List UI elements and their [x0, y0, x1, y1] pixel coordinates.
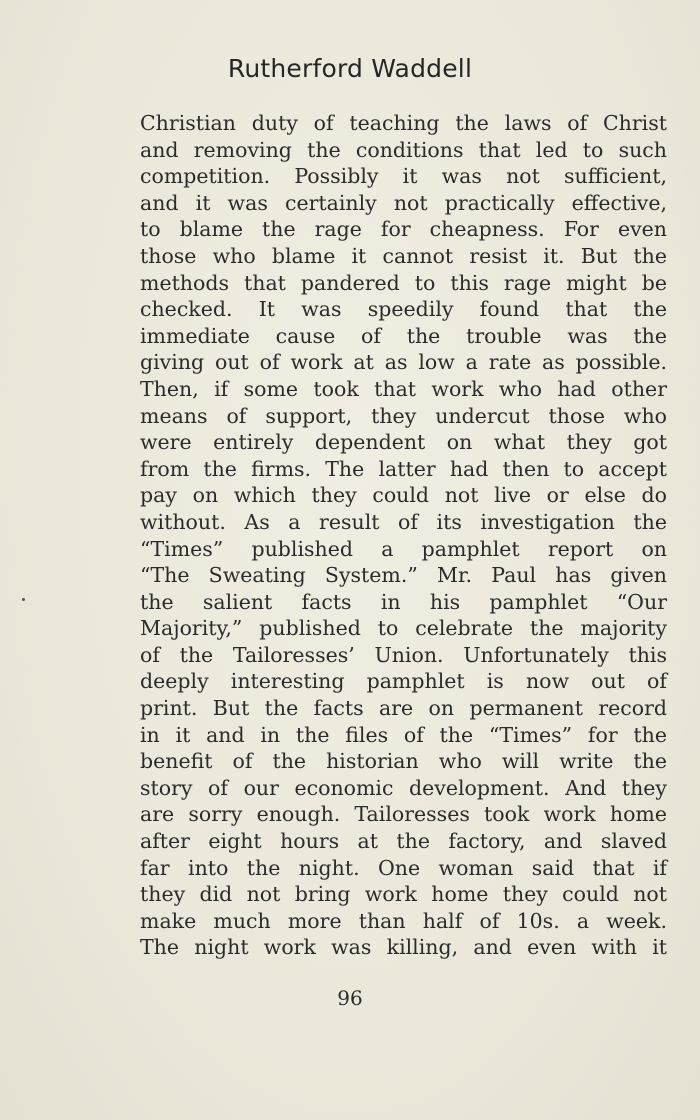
- text-line: to blame the rage for cheapness. For even: [140, 217, 667, 242]
- text-line: giving out of work at as low a rate as possible.: [140, 350, 667, 375]
- text-line: deeply interesting pamphlet is now out of: [140, 669, 667, 694]
- text-line: immediate cause of the trouble was the: [140, 323, 667, 348]
- text-line: in it and in the files of the “Times” for the: [140, 722, 667, 747]
- text-line: Majority,” published to celebrate the majority: [140, 616, 667, 641]
- text-line: from the firms. The latter had then to accept: [140, 456, 667, 481]
- text-line: benefit of the historian who will write the: [140, 749, 667, 774]
- text-line: “Times” published a pamphlet report on: [140, 536, 667, 561]
- text-line: are sorry enough. Tailoresses took work home: [140, 802, 667, 827]
- text-line: competition. Possibly it was not sufficient,: [140, 164, 667, 189]
- text-line: checked. It was speedily found that the: [140, 297, 667, 322]
- text-line: those who blame it cannot resist it. But the: [140, 243, 667, 268]
- text-line: and it was certainly not practically effective,: [140, 190, 667, 215]
- text-line: Then, if some took that work who had other: [140, 376, 667, 401]
- text-line: the salient facts in his pamphlet “Our: [140, 589, 667, 614]
- body-text: [140, 110, 667, 961]
- text-line: means of support, they undercut those who: [140, 403, 667, 428]
- running-head: Rutherford Waddell: [227, 54, 473, 83]
- text-line: without. As a result of its investigation the: [140, 509, 667, 534]
- text-line: of the Tailoresses’ Union. Unfortunately this: [140, 642, 667, 667]
- text-line: were entirely dependent on what they got: [140, 430, 667, 455]
- text-line: make much more than half of 10s. a week.: [140, 908, 667, 933]
- text-line: and removing the conditions that led to such: [140, 137, 667, 162]
- text-line: “The Sweating System.” Mr. Paul has given: [140, 563, 667, 588]
- text-line: methods that pandered to this rage might be: [140, 270, 667, 295]
- text-line: pay on which they could not live or else do: [140, 483, 667, 508]
- text-line: print. But the facts are on permanent record: [140, 696, 667, 721]
- text-line: Christian duty of teaching the laws of Christ: [140, 111, 667, 135]
- text-line: after eight hours at the factory, and slaved: [140, 829, 667, 854]
- ink-speck: [22, 598, 25, 601]
- text-line: far into the night. One woman said that if: [140, 855, 667, 880]
- text-line: they did not bring work home they could not: [140, 882, 667, 907]
- text-line: story of our economic development. And they: [140, 775, 667, 800]
- page-number: 96: [337, 986, 363, 1010]
- text-line: The night work was killing, and even with it: [140, 935, 667, 960]
